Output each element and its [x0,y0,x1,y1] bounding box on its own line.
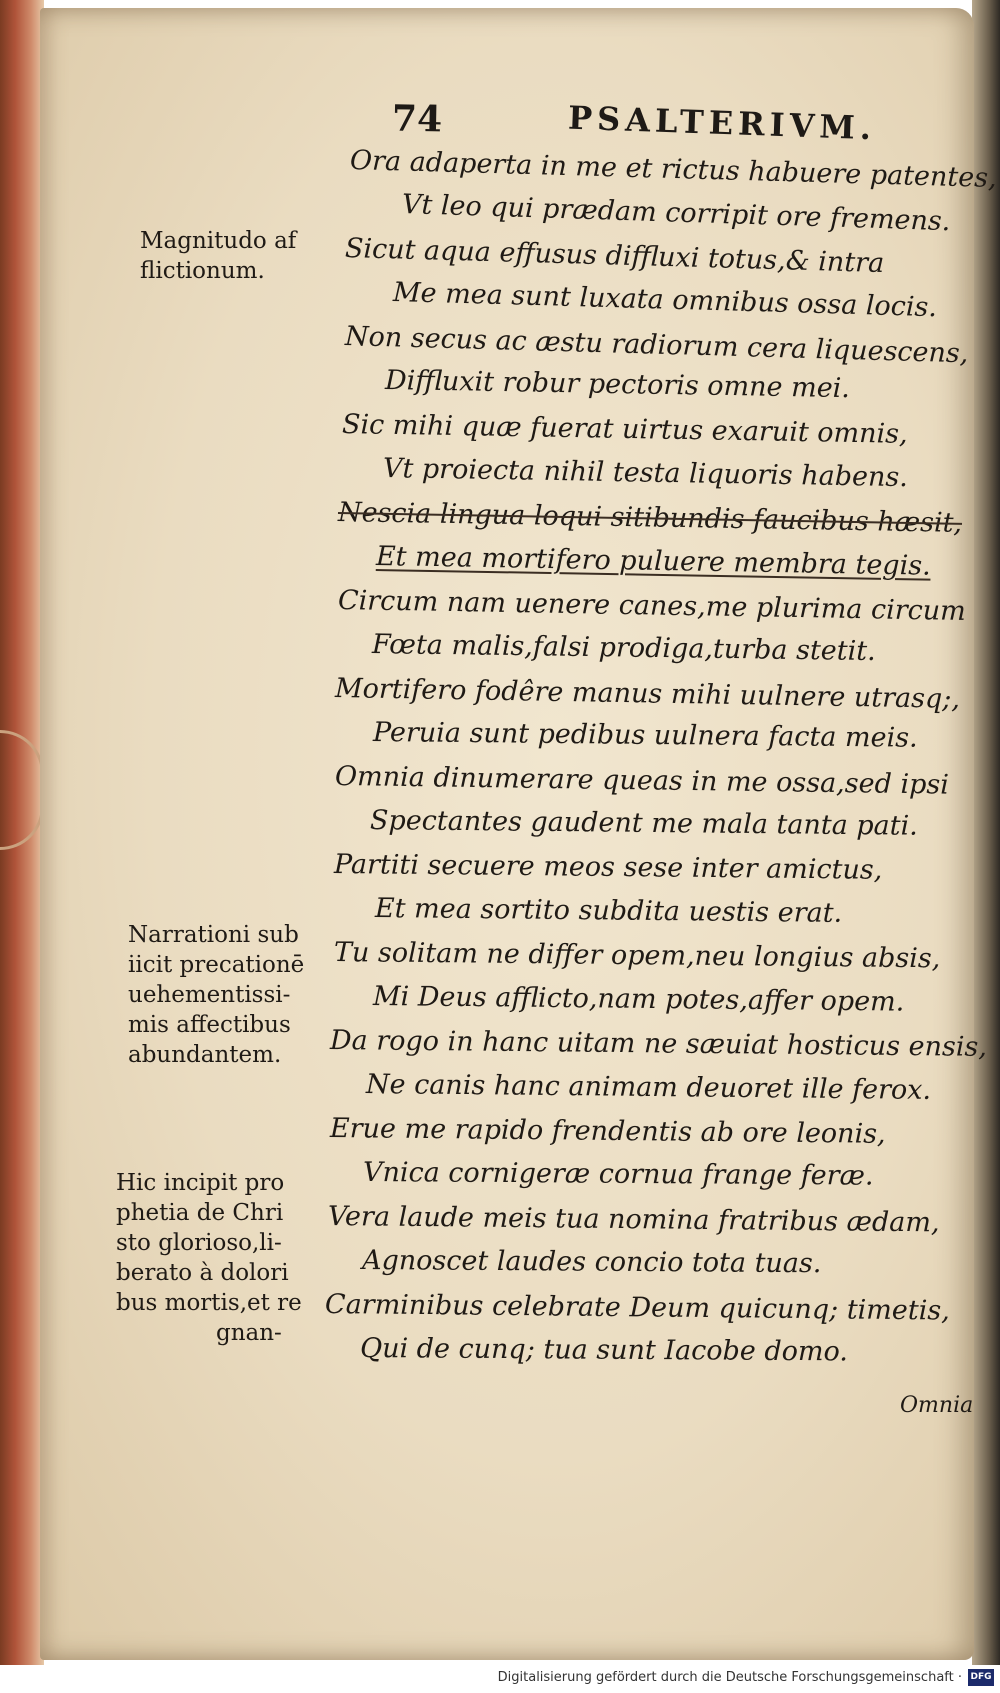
verse-line: Da rogo in hanc uitam ne sæuiat hosticus ensis, [329,1025,988,1063]
marginal-note-hic-incipit [116,1168,302,1348]
note-line: uehementissi- [128,982,291,1008]
note-line: bus mortis,et re [116,1290,302,1316]
verse-line: Me mea sunt luxata omnibus ossa locis. [392,277,938,324]
verse-line: Sicut aqua effusus diffluxi totus,& intra [344,233,885,280]
verse-line: Omnia dinumerare queas in me ossa,sed ipsi [334,761,950,801]
page-number: 74 [391,97,443,141]
verse-line: Carminibus celebrate Deum quicunq; timetis, [324,1289,950,1327]
verse-line: Vera laude meis tua nomina fratribus ædam, [327,1201,940,1239]
verse-line: Mortifero fodêre manus mihi uulnere utrasq;, [334,673,961,715]
footer-credit: Digitalisierung gefördert durch die Deutsche Forschungsgemeinschaft · [497,1670,962,1685]
verse-line: Diffluxit robur pectoris omne mei. [384,365,851,405]
verse-line: Et mea sortito subdita uestis erat. [374,893,843,929]
note-line: phetia de Chri [116,1200,284,1226]
verse-line: Vt leo qui prædam corripit ore fremens. [401,189,951,238]
note-line: berato à dolori [116,1260,289,1286]
verse-line: Ora adaperta in me et rictus habuere patentes, [349,145,998,195]
running-head: PSALTERIVM. [567,98,877,148]
verse-line: Qui de cunq; tua sunt Iacobe domo. [359,1333,849,1368]
verse-line: Tu solitam ne differ opem,neu longius absis, [333,937,941,975]
catchword: Omnia [900,1393,974,1418]
note-line: Magnitudo af [140,228,297,254]
verse-line: Non secus ac æstu radiorum cera liquescens, [344,321,969,370]
footer-bar [0,1665,1000,1693]
note-line: sto glorioso,li- [116,1230,282,1256]
verse-line: Circum nam uenere canes,me plurima circum [337,585,967,627]
verse-line-underlined: Et mea mortifero puluere membra tegis. [375,541,931,582]
verse-line: Agnoscet laudes concio tota tuas. [361,1245,822,1280]
note-line: mis affectibus [128,1012,291,1038]
marginal-note-narrationi [128,920,304,1070]
verse-line: Vt proiecta nihil testa liquoris habens. [382,453,909,494]
verse-line: Ne canis hanc animam deuoret ille ferox. [365,1069,932,1106]
verse-line: Partiti secuere meos sese inter amictus, [333,849,883,886]
dfg-logo-icon: DFG [968,1669,994,1686]
note-line: gnan- [216,1320,282,1346]
note-line: Hic incipit pro [116,1170,285,1196]
note-line: flictionum. [140,258,265,284]
verse-line: Vnica cornigeræ cornua frange feræ. [362,1157,874,1192]
page-edge-shadow [972,0,1000,1665]
verse-line: Peruia sunt pedibus uulnera facta meis. [372,717,918,754]
marginal-note-magnitudo [140,226,296,286]
verse-line: Mi Deus afflicto,nam potes,affer opem. [372,981,905,1018]
verse-line: Erue me rapido frendentis ab ore leonis, [329,1113,886,1150]
verse-line: Sic mihi quæ fuerat uirtus exaruit omnis, [341,409,908,450]
verse-line: Spectantes gaudent me mala tanta pati. [369,805,918,842]
verse-line: Fœta malis,falsi prodiga,turba stetit. [371,629,876,668]
note-line: iicit precationē [128,952,305,978]
note-line: abundantem. [128,1042,282,1068]
note-line: Narrationi sub [128,922,299,948]
book-page [40,8,998,1660]
verse-line-struck: Nescia lingua loqui sitibundis faucibus hæsit, [337,497,963,539]
